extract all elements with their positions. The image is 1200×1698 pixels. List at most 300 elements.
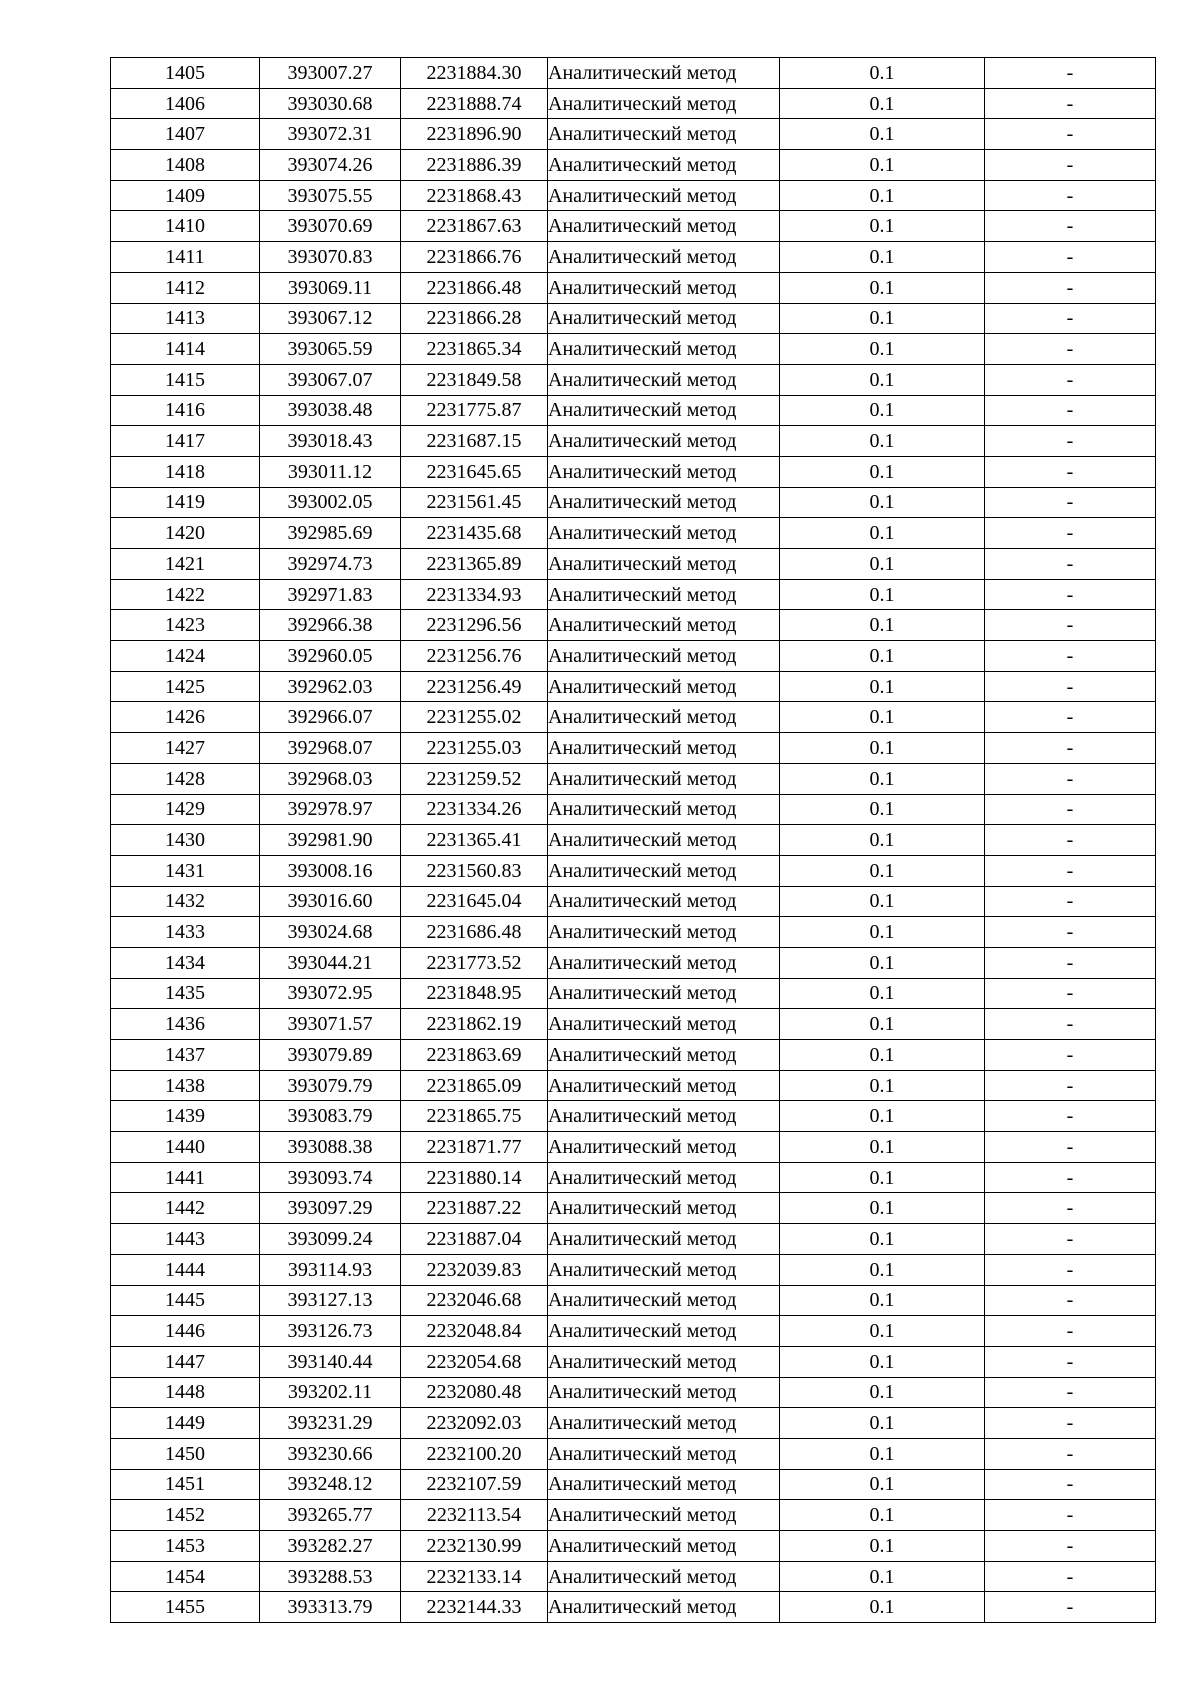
point-number-cell: 1423 (111, 610, 260, 641)
table-row (111, 395, 1156, 426)
x-coordinate-cell: 393231.29 (260, 1408, 401, 1439)
point-number-cell: 1414 (111, 334, 260, 365)
y-coordinate-cell: 2231334.26 (401, 794, 548, 825)
method-cell: Аналитический метод (548, 1224, 780, 1255)
table-row (111, 641, 1156, 672)
note-cell: - (985, 150, 1156, 181)
y-coordinate-cell: 2231365.89 (401, 549, 548, 580)
accuracy-cell: 0.1 (780, 917, 985, 948)
x-coordinate-cell: 393065.59 (260, 334, 401, 365)
x-coordinate-cell: 393007.27 (260, 58, 401, 89)
table-row (111, 1224, 1156, 1255)
point-number-cell: 1443 (111, 1224, 260, 1255)
accuracy-cell: 0.1 (780, 579, 985, 610)
table-row (111, 1316, 1156, 1347)
table-row (111, 1070, 1156, 1101)
x-coordinate-cell: 393099.24 (260, 1224, 401, 1255)
note-cell: - (985, 1193, 1156, 1224)
point-number-cell: 1412 (111, 272, 260, 303)
method-cell: Аналитический метод (548, 272, 780, 303)
table-row (111, 1101, 1156, 1132)
method-cell: Аналитический метод (548, 487, 780, 518)
method-cell: Аналитический метод (548, 1531, 780, 1562)
accuracy-cell: 0.1 (780, 886, 985, 917)
x-coordinate-cell: 393071.57 (260, 1009, 401, 1040)
point-number-cell: 1413 (111, 303, 260, 334)
note-cell: - (985, 886, 1156, 917)
x-coordinate-cell: 393313.79 (260, 1592, 401, 1623)
y-coordinate-cell: 2232054.68 (401, 1346, 548, 1377)
note-cell: - (985, 1009, 1156, 1040)
y-coordinate-cell: 2231867.63 (401, 211, 548, 242)
x-coordinate-cell: 393075.55 (260, 180, 401, 211)
method-cell: Аналитический метод (548, 1408, 780, 1439)
note-cell: - (985, 1438, 1156, 1469)
note-cell: - (985, 334, 1156, 365)
x-coordinate-cell: 392966.07 (260, 702, 401, 733)
method-cell: Аналитический метод (548, 1561, 780, 1592)
table-row (111, 1285, 1156, 1316)
coordinates-table-body (111, 58, 1156, 1623)
method-cell: Аналитический метод (548, 917, 780, 948)
note-cell: - (985, 518, 1156, 549)
accuracy-cell: 0.1 (780, 211, 985, 242)
accuracy-cell: 0.1 (780, 671, 985, 702)
accuracy-cell: 0.1 (780, 1070, 985, 1101)
x-coordinate-cell: 393097.29 (260, 1193, 401, 1224)
accuracy-cell: 0.1 (780, 549, 985, 580)
point-number-cell: 1411 (111, 242, 260, 273)
x-coordinate-cell: 392966.38 (260, 610, 401, 641)
note-cell: - (985, 1162, 1156, 1193)
point-number-cell: 1434 (111, 947, 260, 978)
x-coordinate-cell: 392981.90 (260, 825, 401, 856)
table-row (111, 855, 1156, 886)
table-row (111, 1193, 1156, 1224)
x-coordinate-cell: 393018.43 (260, 426, 401, 457)
table-row (111, 303, 1156, 334)
point-number-cell: 1455 (111, 1592, 260, 1623)
method-cell: Аналитический метод (548, 1070, 780, 1101)
accuracy-cell: 0.1 (780, 1377, 985, 1408)
accuracy-cell: 0.1 (780, 272, 985, 303)
table-row (111, 1009, 1156, 1040)
point-number-cell: 1438 (111, 1070, 260, 1101)
table-row (111, 947, 1156, 978)
note-cell: - (985, 917, 1156, 948)
table-row (111, 242, 1156, 273)
method-cell: Аналитический метод (548, 364, 780, 395)
point-number-cell: 1425 (111, 671, 260, 702)
x-coordinate-cell: 393288.53 (260, 1561, 401, 1592)
x-coordinate-cell: 393202.11 (260, 1377, 401, 1408)
y-coordinate-cell: 2231888.74 (401, 88, 548, 119)
note-cell: - (985, 825, 1156, 856)
note-cell: - (985, 1316, 1156, 1347)
x-coordinate-cell: 393282.27 (260, 1531, 401, 1562)
note-cell: - (985, 1561, 1156, 1592)
note-cell: - (985, 579, 1156, 610)
point-number-cell: 1447 (111, 1346, 260, 1377)
point-number-cell: 1450 (111, 1438, 260, 1469)
table-row (111, 487, 1156, 518)
point-number-cell: 1454 (111, 1561, 260, 1592)
x-coordinate-cell: 393024.68 (260, 917, 401, 948)
method-cell: Аналитический метод (548, 88, 780, 119)
accuracy-cell: 0.1 (780, 1193, 985, 1224)
x-coordinate-cell: 393072.95 (260, 978, 401, 1009)
table-row (111, 579, 1156, 610)
accuracy-cell: 0.1 (780, 242, 985, 273)
y-coordinate-cell: 2232100.20 (401, 1438, 548, 1469)
y-coordinate-cell: 2231868.43 (401, 180, 548, 211)
note-cell: - (985, 242, 1156, 273)
point-number-cell: 1420 (111, 518, 260, 549)
note-cell: - (985, 1132, 1156, 1163)
method-cell: Аналитический метод (548, 58, 780, 89)
table-row (111, 1438, 1156, 1469)
point-number-cell: 1436 (111, 1009, 260, 1040)
y-coordinate-cell: 2231775.87 (401, 395, 548, 426)
point-number-cell: 1421 (111, 549, 260, 580)
method-cell: Аналитический метод (548, 303, 780, 334)
note-cell: - (985, 1408, 1156, 1439)
table-row (111, 1254, 1156, 1285)
note-cell: - (985, 1254, 1156, 1285)
note-cell: - (985, 1377, 1156, 1408)
method-cell: Аналитический метод (548, 518, 780, 549)
coordinates-table (110, 57, 1156, 1623)
method-cell: Аналитический метод (548, 1101, 780, 1132)
y-coordinate-cell: 2231259.52 (401, 763, 548, 794)
point-number-cell: 1449 (111, 1408, 260, 1439)
point-number-cell: 1422 (111, 579, 260, 610)
accuracy-cell: 0.1 (780, 1531, 985, 1562)
accuracy-cell: 0.1 (780, 610, 985, 641)
accuracy-cell: 0.1 (780, 1346, 985, 1377)
accuracy-cell: 0.1 (780, 702, 985, 733)
note-cell: - (985, 702, 1156, 733)
method-cell: Аналитический метод (548, 334, 780, 365)
table-row (111, 180, 1156, 211)
accuracy-cell: 0.1 (780, 456, 985, 487)
point-number-cell: 1442 (111, 1193, 260, 1224)
note-cell: - (985, 1285, 1156, 1316)
accuracy-cell: 0.1 (780, 1316, 985, 1347)
accuracy-cell: 0.1 (780, 1040, 985, 1071)
table-row (111, 1377, 1156, 1408)
note-cell: - (985, 426, 1156, 457)
method-cell: Аналитический метод (548, 978, 780, 1009)
method-cell: Аналитический метод (548, 1346, 780, 1377)
point-number-cell: 1408 (111, 150, 260, 181)
table-row (111, 58, 1156, 89)
y-coordinate-cell: 2231255.03 (401, 733, 548, 764)
x-coordinate-cell: 393070.83 (260, 242, 401, 273)
x-coordinate-cell: 393126.73 (260, 1316, 401, 1347)
point-number-cell: 1437 (111, 1040, 260, 1071)
table-row (111, 150, 1156, 181)
note-cell: - (985, 1070, 1156, 1101)
method-cell: Аналитический метод (548, 794, 780, 825)
method-cell: Аналитический метод (548, 150, 780, 181)
table-row (111, 886, 1156, 917)
note-cell: - (985, 272, 1156, 303)
x-coordinate-cell: 393070.69 (260, 211, 401, 242)
accuracy-cell: 0.1 (780, 119, 985, 150)
accuracy-cell: 0.1 (780, 825, 985, 856)
method-cell: Аналитический метод (548, 180, 780, 211)
point-number-cell: 1432 (111, 886, 260, 917)
y-coordinate-cell: 2231866.28 (401, 303, 548, 334)
note-cell: - (985, 610, 1156, 641)
x-coordinate-cell: 393079.79 (260, 1070, 401, 1101)
table-row (111, 119, 1156, 150)
accuracy-cell: 0.1 (780, 1285, 985, 1316)
point-number-cell: 1407 (111, 119, 260, 150)
x-coordinate-cell: 393230.66 (260, 1438, 401, 1469)
y-coordinate-cell: 2232113.54 (401, 1500, 548, 1531)
point-number-cell: 1418 (111, 456, 260, 487)
point-number-cell: 1430 (111, 825, 260, 856)
method-cell: Аналитический метод (548, 1592, 780, 1623)
note-cell: - (985, 1101, 1156, 1132)
table-row (111, 88, 1156, 119)
accuracy-cell: 0.1 (780, 794, 985, 825)
point-number-cell: 1424 (111, 641, 260, 672)
x-coordinate-cell: 393074.26 (260, 150, 401, 181)
y-coordinate-cell: 2231866.48 (401, 272, 548, 303)
method-cell: Аналитический метод (548, 1469, 780, 1500)
x-coordinate-cell: 392962.03 (260, 671, 401, 702)
accuracy-cell: 0.1 (780, 763, 985, 794)
method-cell: Аналитический метод (548, 1316, 780, 1347)
point-number-cell: 1446 (111, 1316, 260, 1347)
note-cell: - (985, 487, 1156, 518)
accuracy-cell: 0.1 (780, 1592, 985, 1623)
x-coordinate-cell: 393038.48 (260, 395, 401, 426)
table-row (111, 978, 1156, 1009)
table-row (111, 610, 1156, 641)
x-coordinate-cell: 392978.97 (260, 794, 401, 825)
x-coordinate-cell: 393140.44 (260, 1346, 401, 1377)
note-cell: - (985, 671, 1156, 702)
note-cell: - (985, 1346, 1156, 1377)
y-coordinate-cell: 2231256.49 (401, 671, 548, 702)
method-cell: Аналитический метод (548, 947, 780, 978)
x-coordinate-cell: 393067.12 (260, 303, 401, 334)
method-cell: Аналитический метод (548, 1285, 780, 1316)
table-row (111, 733, 1156, 764)
y-coordinate-cell: 2232092.03 (401, 1408, 548, 1439)
point-number-cell: 1448 (111, 1377, 260, 1408)
method-cell: Аналитический метод (548, 119, 780, 150)
y-coordinate-cell: 2231561.45 (401, 487, 548, 518)
method-cell: Аналитический метод (548, 641, 780, 672)
x-coordinate-cell: 392974.73 (260, 549, 401, 580)
point-number-cell: 1429 (111, 794, 260, 825)
y-coordinate-cell: 2232144.33 (401, 1592, 548, 1623)
method-cell: Аналитический метод (548, 671, 780, 702)
note-cell: - (985, 733, 1156, 764)
method-cell: Аналитический метод (548, 211, 780, 242)
y-coordinate-cell: 2232080.48 (401, 1377, 548, 1408)
table-row (111, 1592, 1156, 1623)
table-row (111, 456, 1156, 487)
point-number-cell: 1416 (111, 395, 260, 426)
accuracy-cell: 0.1 (780, 641, 985, 672)
table-row (111, 1132, 1156, 1163)
note-cell: - (985, 303, 1156, 334)
point-number-cell: 1417 (111, 426, 260, 457)
x-coordinate-cell: 392985.69 (260, 518, 401, 549)
method-cell: Аналитический метод (548, 1162, 780, 1193)
y-coordinate-cell: 2231686.48 (401, 917, 548, 948)
note-cell: - (985, 58, 1156, 89)
point-number-cell: 1444 (111, 1254, 260, 1285)
table-row (111, 825, 1156, 856)
method-cell: Аналитический метод (548, 1193, 780, 1224)
accuracy-cell: 0.1 (780, 1469, 985, 1500)
accuracy-cell: 0.1 (780, 180, 985, 211)
x-coordinate-cell: 393093.74 (260, 1162, 401, 1193)
y-coordinate-cell: 2231645.65 (401, 456, 548, 487)
y-coordinate-cell: 2231296.56 (401, 610, 548, 641)
method-cell: Аналитический метод (548, 855, 780, 886)
method-cell: Аналитический метод (548, 579, 780, 610)
y-coordinate-cell: 2231865.34 (401, 334, 548, 365)
y-coordinate-cell: 2231863.69 (401, 1040, 548, 1071)
method-cell: Аналитический метод (548, 426, 780, 457)
note-cell: - (985, 395, 1156, 426)
note-cell: - (985, 1224, 1156, 1255)
method-cell: Аналитический метод (548, 733, 780, 764)
table-row (111, 549, 1156, 580)
method-cell: Аналитический метод (548, 763, 780, 794)
accuracy-cell: 0.1 (780, 487, 985, 518)
method-cell: Аналитический метод (548, 825, 780, 856)
accuracy-cell: 0.1 (780, 1224, 985, 1255)
y-coordinate-cell: 2231880.14 (401, 1162, 548, 1193)
accuracy-cell: 0.1 (780, 1500, 985, 1531)
y-coordinate-cell: 2231887.04 (401, 1224, 548, 1255)
table-row (111, 272, 1156, 303)
table-row (111, 1531, 1156, 1562)
point-number-cell: 1426 (111, 702, 260, 733)
table-row (111, 1346, 1156, 1377)
x-coordinate-cell: 392968.07 (260, 733, 401, 764)
x-coordinate-cell: 392960.05 (260, 641, 401, 672)
y-coordinate-cell: 2231884.30 (401, 58, 548, 89)
table-row (111, 334, 1156, 365)
accuracy-cell: 0.1 (780, 150, 985, 181)
accuracy-cell: 0.1 (780, 334, 985, 365)
table-row (111, 1561, 1156, 1592)
accuracy-cell: 0.1 (780, 395, 985, 426)
y-coordinate-cell: 2231645.04 (401, 886, 548, 917)
table-row (111, 1500, 1156, 1531)
accuracy-cell: 0.1 (780, 1009, 985, 1040)
table-row (111, 794, 1156, 825)
y-coordinate-cell: 2232048.84 (401, 1316, 548, 1347)
point-number-cell: 1452 (111, 1500, 260, 1531)
y-coordinate-cell: 2232046.68 (401, 1285, 548, 1316)
table-row (111, 211, 1156, 242)
point-number-cell: 1453 (111, 1531, 260, 1562)
accuracy-cell: 0.1 (780, 1438, 985, 1469)
method-cell: Аналитический метод (548, 886, 780, 917)
accuracy-cell: 0.1 (780, 58, 985, 89)
point-number-cell: 1433 (111, 917, 260, 948)
x-coordinate-cell: 393083.79 (260, 1101, 401, 1132)
note-cell: - (985, 1469, 1156, 1500)
y-coordinate-cell: 2231866.76 (401, 242, 548, 273)
y-coordinate-cell: 2231887.22 (401, 1193, 548, 1224)
x-coordinate-cell: 393079.89 (260, 1040, 401, 1071)
note-cell: - (985, 763, 1156, 794)
point-number-cell: 1439 (111, 1101, 260, 1132)
point-number-cell: 1431 (111, 855, 260, 886)
point-number-cell: 1428 (111, 763, 260, 794)
accuracy-cell: 0.1 (780, 1408, 985, 1439)
method-cell: Аналитический метод (548, 1132, 780, 1163)
x-coordinate-cell: 393067.07 (260, 364, 401, 395)
y-coordinate-cell: 2231560.83 (401, 855, 548, 886)
note-cell: - (985, 1040, 1156, 1071)
y-coordinate-cell: 2231871.77 (401, 1132, 548, 1163)
method-cell: Аналитический метод (548, 1500, 780, 1531)
note-cell: - (985, 1500, 1156, 1531)
note-cell: - (985, 855, 1156, 886)
accuracy-cell: 0.1 (780, 1561, 985, 1592)
method-cell: Аналитический метод (548, 1040, 780, 1071)
method-cell: Аналитический метод (548, 1009, 780, 1040)
note-cell: - (985, 947, 1156, 978)
y-coordinate-cell: 2231255.02 (401, 702, 548, 733)
table-row (111, 1469, 1156, 1500)
x-coordinate-cell: 393127.13 (260, 1285, 401, 1316)
table-row (111, 1040, 1156, 1071)
note-cell: - (985, 978, 1156, 1009)
x-coordinate-cell: 393088.38 (260, 1132, 401, 1163)
y-coordinate-cell: 2232133.14 (401, 1561, 548, 1592)
y-coordinate-cell: 2231773.52 (401, 947, 548, 978)
method-cell: Аналитический метод (548, 242, 780, 273)
y-coordinate-cell: 2231256.76 (401, 641, 548, 672)
x-coordinate-cell: 393072.31 (260, 119, 401, 150)
accuracy-cell: 0.1 (780, 1254, 985, 1285)
y-coordinate-cell: 2231886.39 (401, 150, 548, 181)
table-row (111, 671, 1156, 702)
accuracy-cell: 0.1 (780, 978, 985, 1009)
y-coordinate-cell: 2232107.59 (401, 1469, 548, 1500)
point-number-cell: 1419 (111, 487, 260, 518)
x-coordinate-cell: 393011.12 (260, 456, 401, 487)
note-cell: - (985, 211, 1156, 242)
point-number-cell: 1435 (111, 978, 260, 1009)
note-cell: - (985, 1592, 1156, 1623)
table-row (111, 1408, 1156, 1439)
point-number-cell: 1427 (111, 733, 260, 764)
point-number-cell: 1409 (111, 180, 260, 211)
note-cell: - (985, 549, 1156, 580)
table-row (111, 426, 1156, 457)
x-coordinate-cell: 393248.12 (260, 1469, 401, 1500)
y-coordinate-cell: 2231862.19 (401, 1009, 548, 1040)
note-cell: - (985, 641, 1156, 672)
x-coordinate-cell: 393044.21 (260, 947, 401, 978)
y-coordinate-cell: 2231848.95 (401, 978, 548, 1009)
